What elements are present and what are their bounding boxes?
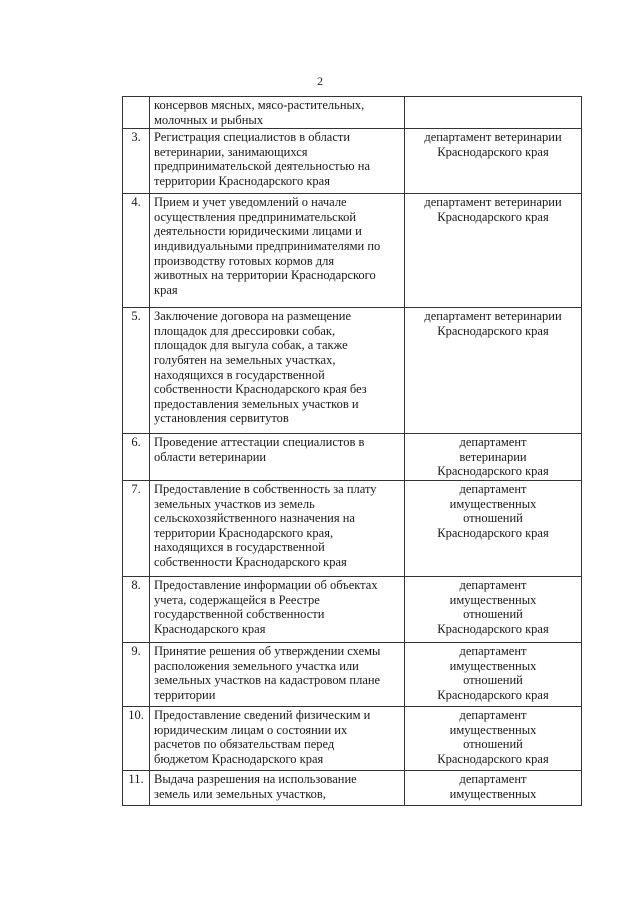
service-name: [150, 642, 405, 706]
department-text-line: имущественных: [449, 658, 537, 673]
department-text-line: департамент: [459, 643, 527, 658]
service-text-line: животных на территории Краснодарского: [154, 268, 376, 283]
service-text-line: производству готовых кормов для: [154, 253, 335, 268]
row-number: 10.: [123, 706, 150, 770]
service-name: [150, 129, 405, 194]
service-text-line: Выдача разрешения на использование: [154, 771, 357, 786]
department-text-line: отношений: [463, 673, 523, 688]
service-text-line: земельных участков на кадастровом плане: [154, 673, 381, 688]
responsible-department: [405, 642, 582, 706]
department-text-line: департамент: [459, 707, 527, 722]
department-text-line: департамент: [459, 481, 527, 496]
row-number: 3.: [123, 129, 150, 194]
service-text-line: Проведение аттестации специалистов в: [154, 435, 365, 450]
table-row: [123, 194, 582, 308]
service-name: [150, 576, 405, 642]
department-text-line: департамент ветеринарии: [424, 195, 562, 210]
service-text-line: площадок для дрессировки собак,: [154, 323, 336, 338]
service-name: [150, 308, 405, 434]
service-name: [150, 770, 405, 805]
responsible-department: [405, 434, 582, 481]
service-text-line: Предоставление сведений физическим и: [154, 707, 371, 722]
department-text-line: Краснодарского края: [437, 323, 549, 338]
department-text-line: департамент: [459, 577, 527, 592]
service-text-line: Прием и учет уведомлений о начале: [154, 195, 347, 210]
row-number: 9.: [123, 642, 150, 706]
service-text-line: Предоставление информации об объектах: [154, 577, 378, 592]
table-row: [123, 308, 582, 434]
service-text-line: области ветеринарии: [154, 449, 267, 464]
service-text-line: учета, содержащейся в Реестре: [154, 592, 320, 607]
page-number: 2: [317, 74, 323, 88]
table-row: [123, 129, 582, 194]
services-table: [122, 96, 582, 806]
table-row: [123, 434, 582, 481]
service-text-line: собственности Краснодарского края без: [154, 382, 367, 397]
department-text-line: Краснодарского края: [437, 751, 549, 766]
department-text-line: департамент ветеринарии: [424, 130, 562, 145]
responsible-department: [405, 129, 582, 194]
department-text-line: имущественных: [449, 786, 537, 801]
service-text-line: юридическим лицам о состоянии их: [154, 722, 348, 737]
service-text-line: предоставления земельных участков и: [154, 396, 359, 411]
service-text-line: края: [154, 282, 178, 297]
row-number: 8.: [123, 576, 150, 642]
service-text-line: голубятен на земельных участках,: [154, 352, 336, 367]
responsible-department: [405, 97, 582, 129]
service-text-line: площадок для выгула собак, а также: [154, 338, 348, 353]
responsible-department: [405, 770, 582, 805]
table-row: [123, 97, 582, 129]
department-text-line: имущественных: [449, 496, 537, 511]
responsible-department: [405, 706, 582, 770]
department-text-line: департамент: [459, 435, 527, 450]
services-table-body: [123, 97, 582, 806]
service-text-line: консервов мясных, мясо-растительных,: [154, 98, 365, 112]
service-text-line: Краснодарского края: [154, 621, 266, 636]
row-number: 11.: [123, 770, 150, 805]
service-text-line: бюджетом Краснодарского края: [154, 751, 324, 766]
service-text-line: территории: [154, 687, 216, 702]
service-text-line: Принятие решения об утверждении схемы: [154, 643, 381, 658]
department-text-line: ветеринарии: [459, 449, 527, 464]
department-text-line: Краснодарского края: [437, 621, 549, 636]
department-text-line: департамент ветеринарии: [424, 309, 562, 324]
service-text-line: расположения земельного участка или: [154, 658, 359, 673]
department-text-line: Краснодарского края: [437, 144, 549, 159]
department-text-line: имущественных: [449, 592, 537, 607]
table-row: [123, 576, 582, 642]
service-name: [150, 706, 405, 770]
table-row: [123, 480, 582, 576]
department-text-line: Краснодарского края: [437, 464, 549, 479]
service-text-line: предпринимательской деятельностью на: [154, 159, 371, 174]
service-text-line: Предоставление в собственность за плату: [154, 481, 377, 496]
service-text-line: территории Краснодарского края: [154, 173, 330, 188]
service-text-line: находящихся в государственной: [154, 540, 325, 555]
department-text-line: отношений: [463, 737, 523, 752]
service-text-line: индивидуальными предпринимателями по: [154, 238, 381, 253]
service-text-line: осуществления предпринимательской: [154, 209, 357, 224]
service-text-line: установления сервитутов: [154, 411, 289, 426]
responsible-department: [405, 194, 582, 308]
responsible-department: [405, 480, 582, 576]
department-text-line: Краснодарского края: [437, 209, 549, 224]
row-number: [123, 97, 150, 129]
service-text-line: земель или земельных участков,: [154, 786, 326, 801]
service-text-line: территории Краснодарского края,: [154, 525, 334, 540]
service-text-line: собственности Краснодарского края: [154, 554, 347, 569]
service-text-line: ветеринарии, занимающихся: [154, 144, 308, 159]
responsible-department: [405, 308, 582, 434]
row-number: 6.: [123, 434, 150, 481]
department-text-line: отношений: [463, 511, 523, 526]
service-text-line: Регистрация специалистов в области: [154, 130, 351, 145]
department-text-line: Краснодарского края: [437, 525, 549, 540]
service-name: [150, 194, 405, 308]
service-name: [150, 480, 405, 576]
service-text-line: деятельности юридическими лицами и: [154, 224, 362, 239]
department-text-line: департамент: [459, 771, 527, 786]
table-row: [123, 770, 582, 805]
service-text-line: сельскохозяйственного назначения на: [154, 511, 355, 526]
row-number: 5.: [123, 308, 150, 434]
department-text-line: Краснодарского края: [437, 687, 549, 702]
service-text-line: молочных и рыбных: [154, 112, 264, 127]
service-text-line: находящихся в государственной: [154, 367, 325, 382]
row-number: 4.: [123, 194, 150, 308]
responsible-department: [405, 576, 582, 642]
service-text-line: расчетов по обязательствам перед: [154, 737, 335, 752]
service-text-line: Заключение договора на размещение: [154, 309, 352, 324]
department-text-line: отношений: [463, 607, 523, 622]
service-text-line: государственной собственности: [154, 607, 325, 622]
service-text-line: земельных участков из земель: [154, 496, 315, 511]
table-row: [123, 642, 582, 706]
service-name: [150, 97, 405, 129]
service-name: [150, 434, 405, 481]
department-text-line: имущественных: [449, 722, 537, 737]
row-number: 7.: [123, 480, 150, 576]
table-row: [123, 706, 582, 770]
